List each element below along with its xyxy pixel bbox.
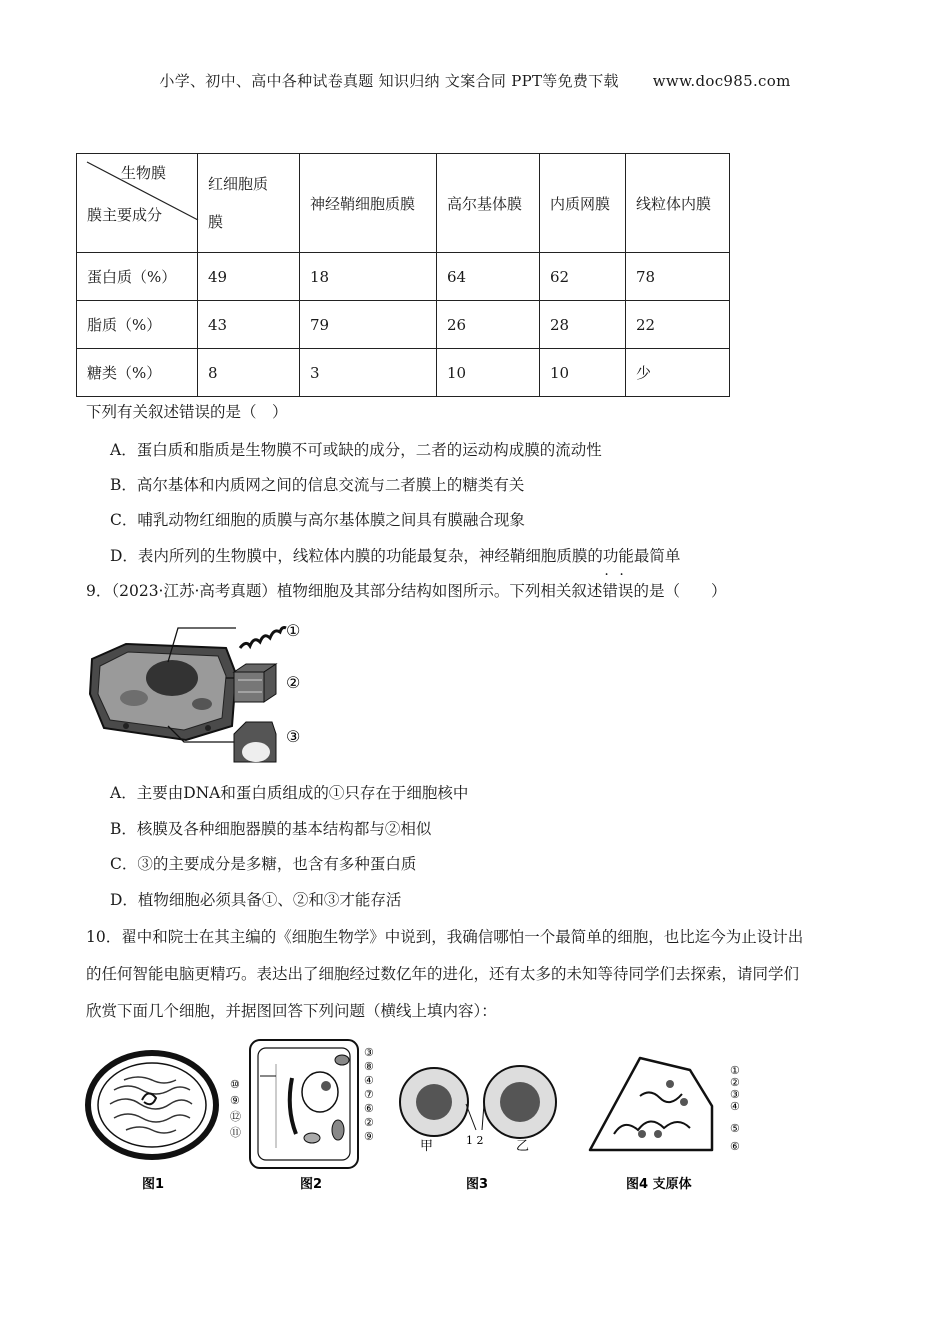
q9-option-b: B．核膜及各种细胞器膜的基本结构都与②相似 bbox=[110, 820, 432, 838]
table-cell: 10 bbox=[540, 349, 626, 397]
q9-option-a: A．主要由DNA和蛋白质组成的①只存在于细胞核中 bbox=[110, 784, 469, 802]
plant-cell-illustration bbox=[90, 644, 236, 740]
q9-option-c: C．③的主要成分是多糖，也含有多种蛋白质 bbox=[110, 855, 417, 873]
q8-option-b: B．高尔基体和内质网之间的信息交流与二者膜上的糖类有关 bbox=[110, 476, 525, 494]
q8-option-a: A．蛋白质和脂质是生物膜不可或缺的成分，二者的运动构成膜的流动性 bbox=[110, 441, 602, 459]
membrane-composition-table bbox=[76, 153, 730, 397]
row-label: 蛋白质（%） bbox=[77, 253, 198, 301]
table-cell: 18 bbox=[300, 253, 437, 301]
page-header bbox=[0, 70, 950, 91]
table-cell: 3 bbox=[300, 349, 437, 397]
corner-top-label: 生物膜 bbox=[121, 164, 167, 182]
fig3-two-cells bbox=[400, 1066, 556, 1138]
fig1-bacterium bbox=[88, 1053, 216, 1157]
svg-text:⑪: ⑪ bbox=[230, 1126, 241, 1139]
svg-text:⑩: ⑩ bbox=[230, 1078, 240, 1091]
figure-label-3: ③ bbox=[286, 727, 301, 746]
svg-text:⑥: ⑥ bbox=[730, 1140, 740, 1153]
plant-cell-figure bbox=[86, 614, 316, 764]
table-cell: 43 bbox=[198, 301, 300, 349]
column-header: 线粒体内膜 bbox=[626, 154, 730, 253]
fig4-mycoplasma bbox=[590, 1058, 712, 1150]
cell-wall-block bbox=[234, 722, 276, 762]
membrane-block bbox=[234, 664, 276, 702]
fig3-caption: 图3 bbox=[466, 1177, 489, 1192]
fig3-number-labels: 1 2 bbox=[466, 1134, 484, 1147]
table-cell: 22 bbox=[626, 301, 730, 349]
figure-label-1: ① bbox=[286, 621, 301, 640]
q10-line-3: 欣赏下面几个细胞，并据图回答下列问题（横线上填内容）： bbox=[86, 1002, 497, 1020]
fig4-caption: 图4 支原体 bbox=[626, 1177, 692, 1192]
q8-stem: 下列有关叙述错误的是（ ） bbox=[86, 403, 288, 421]
svg-text:⑦: ⑦ bbox=[364, 1088, 374, 1101]
column-header: 高尔基体膜 bbox=[437, 154, 540, 253]
table-cell: 少 bbox=[626, 349, 730, 397]
table-cell: 10 bbox=[437, 349, 540, 397]
svg-text:⑤: ⑤ bbox=[730, 1122, 740, 1135]
q8-option-c: C．哺乳动物红细胞的质膜与高尔基体膜之间具有膜融合现象 bbox=[110, 511, 525, 529]
svg-text:④: ④ bbox=[364, 1074, 374, 1087]
q10-line-2: 的任何智能电脑更精巧。表达出了细胞经过数亿年的进化，还有太多的未知等待同学们去探索，请同学们 bbox=[86, 965, 800, 983]
header-text: 小学、初中、高中各种试卷真题 知识归纳 文案合同 PPT等免费下载 bbox=[159, 72, 619, 90]
fig4-labels bbox=[730, 1064, 740, 1153]
fig2-plant-cell bbox=[250, 1040, 358, 1168]
table-cell: 62 bbox=[540, 253, 626, 301]
column-header: 内质网膜 bbox=[540, 154, 626, 253]
svg-text:⑧: ⑧ bbox=[364, 1060, 374, 1073]
svg-text:③: ③ bbox=[730, 1088, 740, 1101]
svg-text:⑫: ⑫ bbox=[230, 1110, 241, 1123]
table-header-row bbox=[77, 154, 730, 253]
svg-text:④: ④ bbox=[730, 1100, 740, 1113]
table-cell: 64 bbox=[437, 253, 540, 301]
q9-stem: 9．（2023·江苏·高考真题）植物细胞及其部分结构如图所示。下列相关叙述错误 · ·的是（ ） bbox=[86, 579, 726, 601]
row-label: 脂质（%） bbox=[77, 301, 198, 349]
svg-text:①: ① bbox=[730, 1064, 740, 1077]
table-row bbox=[77, 301, 730, 349]
fig3-right-label: 乙 bbox=[516, 1139, 530, 1154]
table-cell: 26 bbox=[437, 301, 540, 349]
figure-label-2: ② bbox=[286, 673, 301, 692]
fig2-caption: 图2 bbox=[300, 1177, 323, 1192]
table-cell: 28 bbox=[540, 301, 626, 349]
row-label: 糖类（%） bbox=[77, 349, 198, 397]
table-cell: 8 bbox=[198, 349, 300, 397]
svg-text:⑨: ⑨ bbox=[364, 1130, 374, 1143]
svg-text:③: ③ bbox=[364, 1046, 374, 1059]
emphasis-text: 错误 · · bbox=[602, 579, 633, 601]
q9-option-d: D．植物细胞必须具备①、②和③才能存活 bbox=[110, 891, 402, 909]
q8-option-d: D．表内所列的生物膜中，线粒体内膜的功能最复杂，神经鞘细胞质膜的功能最简单 bbox=[110, 547, 681, 565]
cell-figures-row bbox=[80, 1030, 880, 1200]
column-header: 神经鞘细胞质膜 bbox=[300, 154, 437, 253]
table-cell: 49 bbox=[198, 253, 300, 301]
table-row bbox=[77, 253, 730, 301]
svg-text:⑨: ⑨ bbox=[230, 1094, 240, 1107]
svg-text:⑥: ⑥ bbox=[364, 1102, 374, 1115]
table-cell: 78 bbox=[626, 253, 730, 301]
svg-text:②: ② bbox=[364, 1116, 374, 1129]
fig3-left-label: 甲 bbox=[420, 1139, 434, 1154]
column-header: 红细胞质膜 bbox=[198, 154, 300, 253]
table-row bbox=[77, 349, 730, 397]
table-corner-cell bbox=[77, 154, 198, 253]
q10-line-1: 10．翟中和院士在其主编的《细胞生物学》中说到，我确信哪怕一个最简单的细胞，也比迄今为止设计出 bbox=[86, 928, 804, 946]
corner-bottom-label: 膜主要成分 bbox=[87, 206, 163, 224]
fig1-caption: 图1 bbox=[142, 1177, 165, 1192]
header-url[interactable]: www.doc985.com bbox=[652, 72, 791, 90]
svg-text:②: ② bbox=[730, 1076, 740, 1089]
table-cell: 79 bbox=[300, 301, 437, 349]
